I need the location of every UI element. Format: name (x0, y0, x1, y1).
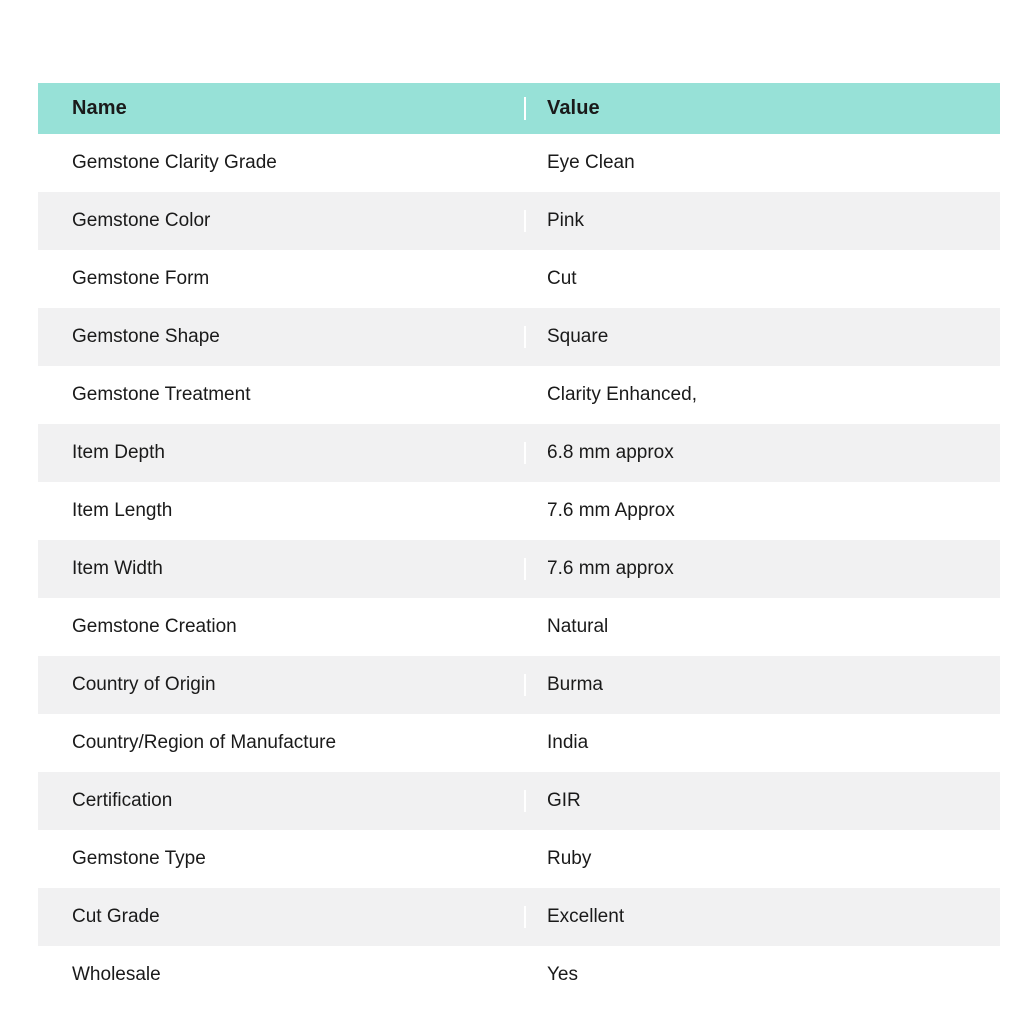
table-row (38, 308, 1000, 366)
table-row (38, 540, 1000, 598)
name-cell: Country/Region of Manufacture (72, 732, 337, 753)
value-cell: India (524, 732, 1000, 754)
column-header-value: Value (524, 97, 1000, 120)
name-cell: Certification (72, 790, 173, 811)
name-cell: Gemstone Color (72, 210, 211, 231)
column-header-name: Name (72, 97, 127, 119)
table-row (38, 598, 1000, 656)
name-cell: Gemstone Treatment (72, 384, 251, 405)
name-cell: Cut Grade (72, 906, 160, 927)
table-row (38, 250, 1000, 308)
table-body (38, 134, 1000, 1004)
name-cell: Gemstone Clarity Grade (72, 152, 277, 173)
name-cell: Wholesale (72, 964, 161, 985)
name-cell: Item Width (72, 558, 163, 579)
value-cell: Burma (524, 674, 1000, 696)
value-cell: Cut (524, 268, 1000, 290)
value-cell: 6.8 mm approx (524, 442, 1000, 464)
value-cell: 7.6 mm Approx (524, 500, 1000, 522)
name-cell: Gemstone Creation (72, 616, 237, 637)
value-cell: Square (524, 326, 1000, 348)
value-cell: Clarity Enhanced, (524, 384, 1000, 406)
table-row (38, 192, 1000, 250)
name-cell: Gemstone Shape (72, 326, 220, 347)
table-row (38, 424, 1000, 482)
table-row (38, 134, 1000, 192)
name-cell: Gemstone Form (72, 268, 210, 289)
table-row (38, 366, 1000, 424)
table-row (38, 830, 1000, 888)
value-cell: Eye Clean (524, 152, 1000, 174)
value-cell: Yes (524, 964, 1000, 986)
name-cell: Item Depth (72, 442, 165, 463)
value-cell: Pink (524, 210, 1000, 232)
table-row (38, 714, 1000, 772)
table-row (38, 946, 1000, 1004)
item-specifics-table (38, 83, 1000, 1004)
table-row (38, 772, 1000, 830)
value-cell: Excellent (524, 906, 1000, 928)
table-row (38, 656, 1000, 714)
value-cell: 7.6 mm approx (524, 558, 1000, 580)
name-cell: Country of Origin (72, 674, 216, 695)
name-cell: Item Length (72, 500, 173, 521)
value-cell: GIR (524, 790, 1000, 812)
value-cell: Natural (524, 616, 1000, 638)
value-cell: Ruby (524, 848, 1000, 870)
name-cell: Gemstone Type (72, 848, 206, 869)
table-header-row (38, 83, 1000, 134)
table-row (38, 482, 1000, 540)
table-row (38, 888, 1000, 946)
